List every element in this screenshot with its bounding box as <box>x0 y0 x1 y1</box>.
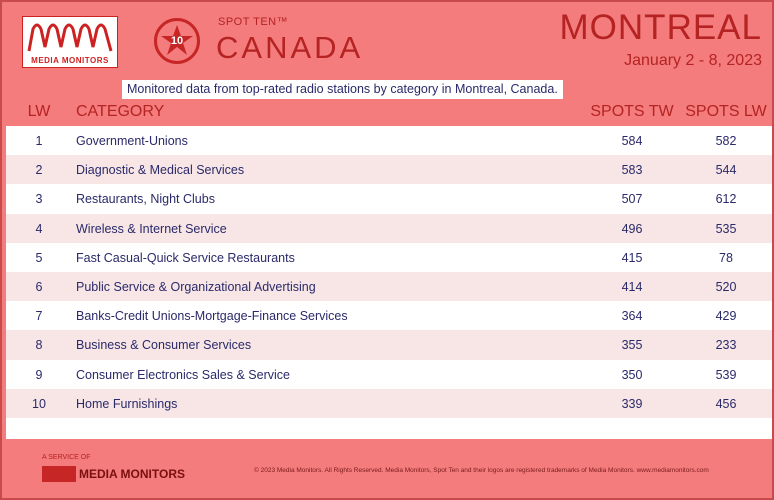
table-row <box>6 330 772 359</box>
media-monitors-mark-icon <box>42 466 76 482</box>
spots-tw: 355 <box>621 338 643 353</box>
logo-text: MEDIA MONITORS <box>31 56 109 65</box>
category: Consumer Electronics Sales & Service <box>76 367 290 382</box>
rank: 2 <box>35 163 43 178</box>
spots-tw: 415 <box>621 250 643 265</box>
table-row <box>6 126 772 155</box>
table-row <box>6 184 772 213</box>
footer-logo-text: MEDIA MONITORS <box>79 466 186 481</box>
category: Business & Consumer Services <box>76 338 252 353</box>
rank: 10 <box>32 396 46 411</box>
spots-tw: 339 <box>621 396 643 411</box>
spots-lw: 544 <box>715 163 737 178</box>
category: Diagnostic & Medical Services <box>76 163 245 178</box>
date-range: January 2 - 8, 2023 <box>624 52 762 69</box>
table-row <box>6 301 772 330</box>
rank: 7 <box>35 309 43 324</box>
category: Fast Casual-Quick Service Restaurants <box>76 250 295 265</box>
spots-lw: 520 <box>715 279 737 294</box>
table-row <box>6 360 772 389</box>
table-row <box>6 155 772 184</box>
spots-tw: 364 <box>621 309 643 324</box>
category: Home Furnishings <box>76 396 178 411</box>
copyright: © 2023 Media Monitors. All Rights Reserved. Media Monitors, Spot Ten and their logos are registered trademarks of Media Monitors. www.mediamonitors.com <box>254 467 709 474</box>
spots-tw: 414 <box>621 279 643 294</box>
spots-lw: 582 <box>715 134 737 148</box>
spots-lw: 78 <box>719 250 733 265</box>
rankings-table <box>6 99 772 439</box>
rank: 6 <box>35 279 43 294</box>
spots-tw: 496 <box>621 221 643 236</box>
category: Public Service & Organizational Advertising <box>76 279 316 294</box>
spots-lw: 429 <box>715 309 737 324</box>
table-header <box>6 99 772 126</box>
table-row <box>6 243 772 272</box>
rank: 3 <box>35 192 43 207</box>
header-category: CATEGORY <box>76 103 165 120</box>
spots-tw: 583 <box>621 163 643 178</box>
service-label: A SERVICE OF <box>42 454 91 461</box>
country-title: CANADA <box>216 30 364 65</box>
footer-logo <box>42 465 185 483</box>
rank: 9 <box>35 367 43 382</box>
spots-lw: 233 <box>715 338 737 353</box>
spot-ten-label: SPOT TEN™ <box>218 16 289 28</box>
spots-lw: 612 <box>715 192 737 207</box>
rank: 1 <box>35 134 43 148</box>
media-monitors-logo <box>22 16 118 68</box>
spots-tw: 350 <box>621 367 643 382</box>
spot-ten-star-icon <box>154 18 200 64</box>
table-body <box>6 126 772 418</box>
spots-lw: 535 <box>715 221 737 236</box>
badge-number: 10 <box>170 35 184 47</box>
rank: 5 <box>35 250 43 265</box>
table-row <box>6 272 772 301</box>
spots-tw: 584 <box>621 134 643 148</box>
table-row <box>6 389 772 418</box>
category: Wireless & Internet Service <box>76 221 227 236</box>
category: Banks-Credit Unions-Mortgage-Finance Services <box>76 309 348 324</box>
rank: 8 <box>35 338 43 353</box>
category: Restaurants, Night Clubs <box>76 192 215 207</box>
header-spots-lw: SPOTS LW <box>685 103 767 120</box>
subtitle: Monitored data from top-rated radio stations by category in Montreal, Canada. <box>122 80 563 99</box>
spots-lw: 539 <box>715 367 737 382</box>
header-spots-tw: SPOTS TW <box>590 103 674 120</box>
spots-lw: 456 <box>715 396 737 411</box>
header-lw: LW <box>27 103 51 120</box>
rank: 4 <box>35 221 43 236</box>
city-title: MONTREAL <box>559 8 762 47</box>
category: Government-Unions <box>76 134 188 148</box>
table-row <box>6 214 772 243</box>
spots-tw: 507 <box>621 192 643 207</box>
